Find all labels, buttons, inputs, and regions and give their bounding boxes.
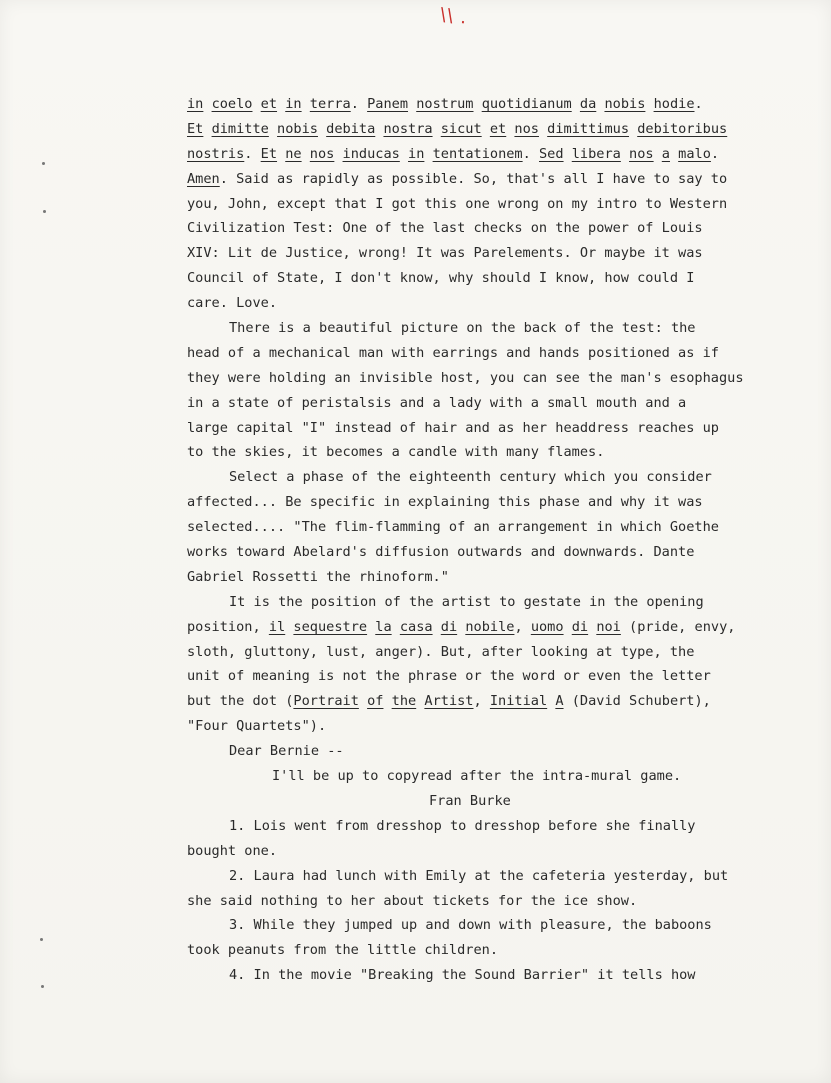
text-run: . [350, 96, 368, 112]
text-run: Civilization Test: One of the last checks on the power of Louis [187, 220, 703, 237]
text-run: I'll be up to copyread after the intra-mural game. [272, 768, 682, 785]
text-run [621, 146, 629, 162]
underlined-word: et [260, 96, 278, 112]
text-run: sloth, gluttony, lust, anger). But, after looking at type, the [187, 643, 695, 660]
text-run: XIV: Lit de Justice, wrong! It was Parelements. Or maybe it was [187, 245, 703, 262]
underlined-word: il [268, 618, 286, 635]
text-run [572, 96, 580, 112]
underlined-word: the [391, 693, 417, 710]
text-run [408, 96, 416, 112]
paper-speck [41, 985, 44, 988]
text-line [187, 167, 762, 192]
underlined-word: Et [260, 145, 278, 162]
text-run: you, John, except that I got this one wrong on my intro to Western [187, 195, 728, 212]
text-line [187, 490, 762, 515]
text-run [203, 96, 211, 112]
underlined-word: uomo [530, 618, 564, 635]
text-run: 1. Lois went from dresshop to dresshop before she finally [229, 817, 696, 834]
paper-speck [42, 162, 45, 165]
text-run [392, 619, 400, 635]
text-run [277, 96, 285, 112]
underlined-word: coelo [211, 96, 253, 112]
text-run: . Said as rapidly as possible. So, that's all I have to say to [219, 170, 728, 187]
text-line [187, 814, 762, 839]
underlined-word: a [661, 145, 670, 162]
underlined-word: la [375, 618, 392, 635]
text-run: Council of State, I don't know, why should I know, how could I [187, 270, 695, 287]
text-line [187, 341, 762, 366]
underlined-word: Artist [424, 693, 474, 710]
underlined-word: Panem [367, 96, 409, 112]
underlined-word: nos [629, 145, 654, 162]
underlined-word: inducas [342, 145, 400, 162]
underlined-word: sequestre [293, 618, 368, 635]
text-run [645, 96, 653, 112]
underlined-word: dimitte [211, 120, 269, 137]
underlined-word: Sed [539, 145, 564, 162]
text-line [187, 266, 762, 291]
underlined-word: di [571, 618, 589, 635]
text-line [187, 615, 762, 640]
text-run [302, 96, 310, 112]
text-run: , [473, 693, 490, 710]
underlined-word: malo [678, 145, 711, 162]
underlined-word: nobis [277, 120, 318, 137]
underlined-word: terra [309, 96, 351, 112]
text-line [187, 117, 762, 142]
text-run: Fran Burke [429, 792, 511, 809]
underlined-word: Et [187, 120, 204, 137]
underlined-word: debitoribus [637, 120, 728, 137]
text-line [187, 864, 762, 889]
underlined-word: libera [571, 145, 621, 162]
text-run [334, 146, 342, 162]
text-run: 2. Laura had lunch with Emily at the cafeteria yesterday, but [229, 867, 729, 884]
underlined-word: debita [326, 120, 376, 137]
text-run: . [710, 145, 720, 162]
underlined-word: ne [285, 145, 302, 162]
text-run [564, 619, 572, 635]
text-line [187, 515, 762, 540]
text-run: . [694, 96, 703, 112]
text-line [187, 316, 762, 341]
text-run [252, 96, 260, 112]
underlined-word: da [579, 96, 597, 112]
text-line [187, 714, 762, 739]
text-run: large capital "I" instead of hair and as her headdress reaches up [187, 419, 719, 436]
text-run [474, 96, 482, 112]
text-run [629, 121, 637, 137]
text-run: Gabriel Rossetti the rhinoform." [187, 568, 449, 585]
text-run [564, 146, 572, 162]
text-line [187, 391, 762, 416]
underlined-word: nos [309, 145, 335, 162]
text-run: she said nothing to her about tickets for the ice show. [187, 892, 638, 909]
text-run: care. Love. [187, 295, 278, 312]
text-run: but the dot ( [187, 693, 294, 710]
text-run [424, 146, 432, 162]
text-run [539, 121, 547, 137]
underlined-word: nobile [465, 618, 515, 635]
underlined-word: sicut [440, 120, 482, 137]
text-line [187, 938, 762, 963]
text-run: unit of meaning is not the phrase or the word or even the letter [187, 668, 711, 685]
text-run [318, 121, 326, 137]
text-run [654, 146, 662, 162]
text-run: 3. While they jumped up and down with pleasure, the baboons [229, 917, 712, 934]
text-line [187, 142, 762, 167]
text-line [187, 216, 762, 241]
text-line [187, 590, 762, 615]
underlined-word: hodie [653, 96, 695, 112]
text-run [269, 121, 277, 137]
text-line [187, 640, 762, 665]
underlined-word: nos [514, 120, 539, 137]
text-run [277, 146, 285, 162]
text-line [187, 565, 762, 590]
text-run: 4. In the movie "Breaking the Sound Barrier" it tells how [229, 967, 696, 984]
underlined-word: noi [596, 618, 621, 635]
text-run [433, 619, 441, 635]
text-run: (David Schubert), [563, 693, 711, 710]
underlined-word: nobis [604, 96, 646, 112]
text-line [187, 92, 762, 117]
underlined-word: nostrum [416, 96, 474, 112]
underlined-word: in [187, 96, 204, 112]
text-run: "Four Quartets"). [187, 718, 327, 735]
text-line [187, 963, 762, 988]
underlined-word: Initial [489, 693, 548, 710]
text-run: It is the position of the artist to gestate in the opening [229, 593, 704, 610]
text-line [187, 192, 762, 217]
paper-speck [40, 938, 43, 941]
underlined-word: nostris [187, 145, 245, 162]
text-line [187, 739, 762, 764]
text-run: in a state of peristalsis and a lady with a small mouth and a [187, 394, 687, 411]
underlined-word: of [367, 693, 384, 710]
underlined-word: quotidianum [481, 96, 572, 112]
text-run: , [514, 618, 531, 635]
text-run: There is a beautiful picture on the back of the test: the [229, 320, 696, 337]
text-line [187, 764, 762, 789]
underlined-word: di [440, 618, 458, 635]
text-line [187, 789, 762, 814]
underlined-word: dimittimus [547, 120, 630, 137]
text-run: . [522, 145, 539, 162]
text-run: selected.... "The flim-flamming of an arrangement in which Goethe [187, 519, 719, 536]
underlined-word: et [489, 120, 507, 137]
text-run: took peanuts from the little children. [187, 942, 498, 959]
text-run: to the skies, it becomes a candle with many flames. [187, 444, 605, 461]
text-run: affected... Be specific in explaining this phase and why it was [187, 494, 703, 511]
text-line [187, 416, 762, 441]
text-line [187, 913, 762, 938]
text-line [187, 540, 762, 565]
text-run: head of a mechanical man with earrings and hands positioned as if [187, 344, 719, 361]
paper-speck [43, 210, 46, 213]
text-line [187, 689, 762, 714]
text-run [302, 146, 310, 162]
text-run: works toward Abelard's diffusion outwards and downwards. Dante [187, 544, 695, 561]
text-line [187, 440, 762, 465]
text-line [187, 366, 762, 391]
underlined-word: Amen [187, 170, 220, 187]
text-run [482, 121, 490, 137]
text-run: bought one. [187, 842, 278, 859]
text-run: they were holding an invisible host, you can see the man's esophagus [187, 369, 744, 386]
text-run [670, 146, 678, 162]
underlined-word: casa [399, 618, 433, 635]
text-run: (pride, envy, [620, 618, 736, 635]
text-run [203, 121, 211, 137]
document-body [187, 92, 762, 988]
text-line [187, 291, 762, 316]
handwritten-mark: \\ . [438, 4, 469, 29]
underlined-word: in [408, 145, 425, 162]
text-run [400, 146, 408, 162]
text-line [187, 465, 762, 490]
text-run [433, 121, 441, 137]
underlined-word: tentationem [432, 145, 523, 162]
text-line [187, 889, 762, 914]
underlined-word: nostra [383, 120, 433, 137]
text-run: position, [187, 618, 269, 635]
underlined-word: A [555, 693, 564, 710]
text-run: . [244, 145, 261, 162]
text-run: Dear Bernie -- [229, 743, 344, 760]
underlined-word: in [285, 96, 302, 112]
underlined-word: Portrait [293, 693, 359, 710]
text-line [187, 241, 762, 266]
text-line [187, 839, 762, 864]
text-run [383, 693, 391, 709]
text-run: Select a phase of the eighteenth century which you consider [229, 469, 712, 486]
text-run [359, 693, 367, 709]
text-line [187, 664, 762, 689]
